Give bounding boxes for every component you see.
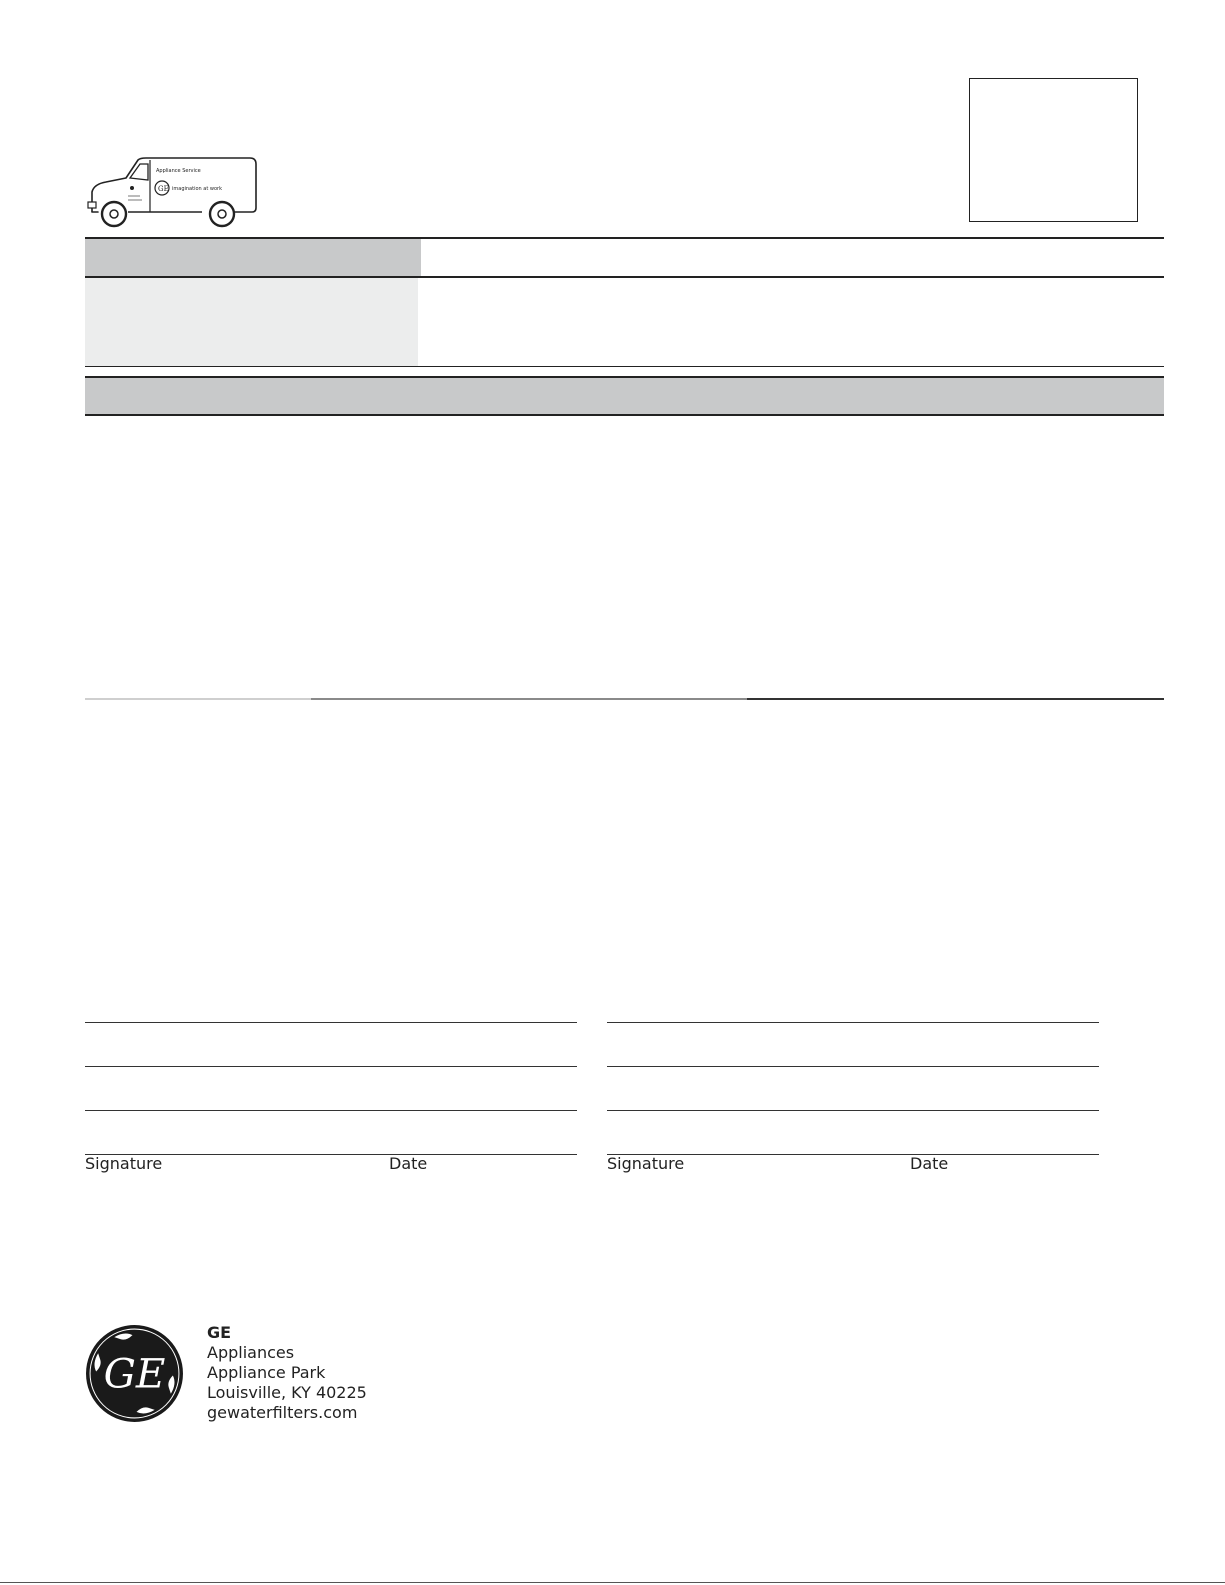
footer-website: gewaterfilters.com [207, 1403, 358, 1422]
footer-line-2: Appliance Park [207, 1363, 326, 1382]
service-van-icon [84, 152, 258, 232]
section-header-bar [85, 378, 1164, 414]
right-signature-line-2 [607, 1066, 1099, 1067]
left-date-label: Date [389, 1154, 428, 1173]
footer-line-1: Appliances [207, 1343, 295, 1362]
left-signature-line-3 [85, 1110, 577, 1111]
ge-monogram-icon [84, 1323, 185, 1424]
footer-line-3: Louisville, KY 40225 [207, 1383, 367, 1402]
table-label-cell [85, 278, 418, 366]
right-signature-line-3 [607, 1110, 1099, 1111]
footer-brand: GE [207, 1323, 232, 1342]
left-signature-label: Signature [85, 1154, 163, 1173]
table-header-cell [85, 239, 421, 276]
footer-address [207, 1323, 367, 1423]
page-bottom-rule [0, 1582, 1225, 1583]
van-tagline-text: imagination at work [172, 186, 222, 192]
right-signature-label: Signature [607, 1154, 685, 1173]
svg-text:GE: GE [158, 185, 169, 193]
section-divider-light [85, 698, 311, 700]
right-signature-line-1 [607, 1022, 1099, 1023]
stamp-box [969, 78, 1138, 222]
svg-text:GE: GE [103, 1349, 166, 1398]
section-bar-bottom-rule [85, 414, 1164, 416]
van-service-text: Appliance Service [156, 168, 201, 174]
section-divider-dark [747, 698, 1164, 700]
section-divider-mid [311, 698, 747, 700]
right-date-label: Date [910, 1154, 949, 1173]
left-signature-line-2 [85, 1066, 577, 1067]
table-row-bottom-rule [85, 366, 1164, 367]
left-signature-line-1 [85, 1022, 577, 1023]
